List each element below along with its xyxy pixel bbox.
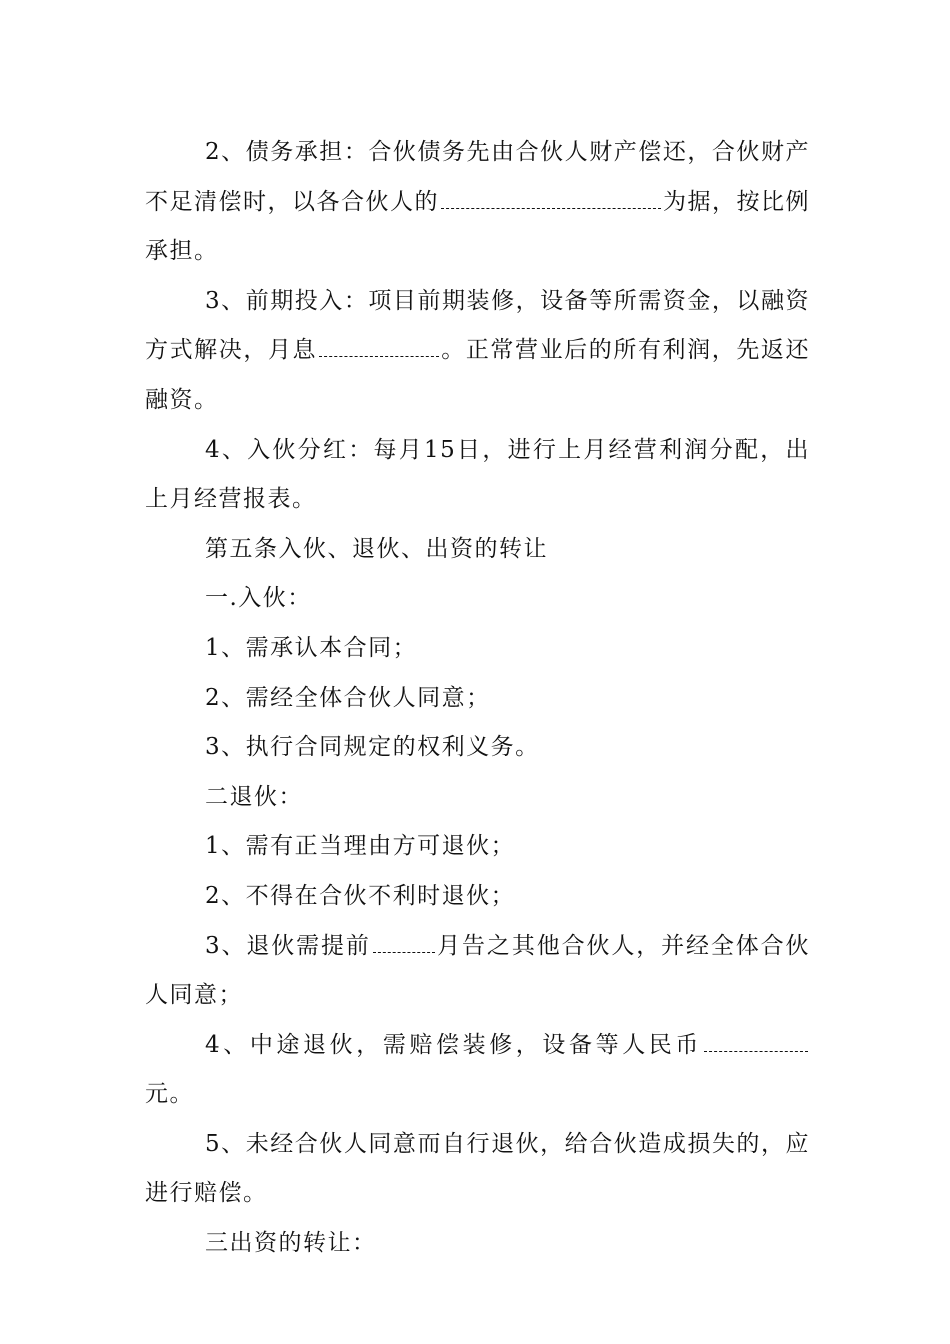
section-heading-join: 一.入伙： bbox=[205, 585, 312, 612]
clause-text: 3、前期投入：项目前期装修，设备等所需资金，以融资方式解决，月息 bbox=[145, 287, 810, 364]
list-item bbox=[145, 922, 810, 1021]
article-heading: 第五条入伙、退伙、出资的转让 bbox=[205, 535, 548, 562]
clause-initial-investment bbox=[145, 277, 810, 426]
section-heading-transfer: 三出资的转让： bbox=[205, 1230, 377, 1257]
list-item: 3、执行合同规定的权利义务。 bbox=[205, 734, 540, 761]
clause-text: 4、中途退伙，需赔偿装修，设备等人民币 bbox=[205, 1031, 702, 1058]
list-item: 1、需有正当理由方可退伙； bbox=[205, 833, 516, 860]
clause-text: 2、债务承担：合伙债务先由合伙人财产偿还，合伙财产不足清偿时，以各合伙人的 bbox=[145, 139, 810, 215]
fill-in-blank bbox=[373, 938, 435, 953]
section-heading-withdraw: 二退伙： bbox=[205, 783, 303, 810]
clause-dividend: 4、入伙分红：每月15日，进行上月经营利润分配，出上月经营报表。 bbox=[145, 436, 810, 513]
fill-in-blank bbox=[704, 1037, 808, 1052]
clause-text: 元。 bbox=[145, 1081, 194, 1108]
list-item: 1、需承认本合同； bbox=[205, 634, 418, 661]
list-item: 2、不得在合伙不利时退伙； bbox=[205, 882, 516, 909]
clause-text: 3、退伙需提前 bbox=[205, 932, 371, 959]
list-item: 5、未经合伙人同意而自行退伙，给合伙造成损失的，应进行赔偿。 bbox=[145, 1130, 810, 1207]
clause-debt-liability bbox=[145, 128, 810, 277]
clause-text: 。正常营业后的所有利润，先返还融资。 bbox=[145, 337, 811, 413]
document-body bbox=[145, 128, 810, 1269]
list-item bbox=[145, 1021, 810, 1120]
fill-in-blank bbox=[441, 194, 661, 209]
fill-in-blank bbox=[319, 342, 439, 357]
clause-text: 为据，按比例承担。 bbox=[145, 188, 810, 265]
clause-text: 月告之其他合伙人，并经全体合伙人同意； bbox=[145, 932, 810, 1009]
list-item: 2、需经全体合伙人同意； bbox=[205, 684, 491, 711]
